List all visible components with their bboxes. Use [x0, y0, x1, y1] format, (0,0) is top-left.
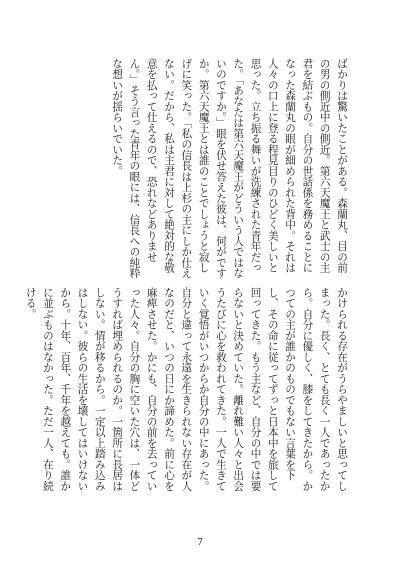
upper-text-block [32, 58, 350, 282]
lower-text-block [24, 287, 350, 495]
upper-paragraph: ばかりは驚いたことがある。森蘭丸、目の前の男の側近中の側近。第六天魔王と武士の主君を結ぶもの。自分の世話係を務めることになった森蘭丸の眼が細められた背中。それは人々の口上に登る程見目りのひどく美しいと思った。立ち振る舞いが洗練された青年だった。「あなたは第六天魔王がどういう人ではないのですか。」眼を伏せ答えた彼は、何がですか。第六天魔王とは誰のことでしょうと寂しげに笑った。「私の信長は上杉の主にしか仕えない。だから、私は主君に対して絶対的な敬意を払って仕えるので、恐れなどありません。」そう言った青年の眼には、信長への純粋な想いが揺らいでいた。 [111, 58, 348, 279]
page-number: 7 [197, 538, 203, 548]
lower-paragraph: かけられる存在がうらやましいと思ってしまった。長く、とても長く一人であったから。自分に優しく、膝をしてきたから。かつての主が誰かのものでもない言葉を下し、その命に従ってずっと日本中を旅して回ってきた。もう主など、自分の中では要らないと決めていた。離れ難い人々と出会うたびに心を救われてきた。一人で生きていく覚悟がいつからか自分の中にあった。自分と違って永遠を生きられない存在が人なのだと、いつの日にか諦めた。前に心を麻痺させた。かにも、自分の前を去っていった人々。自分の胸に空いた穴は、一体どうすれば埋められるのか。一箇所に長居はしない。情が移るから。一定以上踏み込みはしない。彼らの生活を壊してはいけないから。十年、百年、千年を越えても。誰かに並ぶものはなかった。ただ一人、在り続ける。 [24, 287, 348, 492]
